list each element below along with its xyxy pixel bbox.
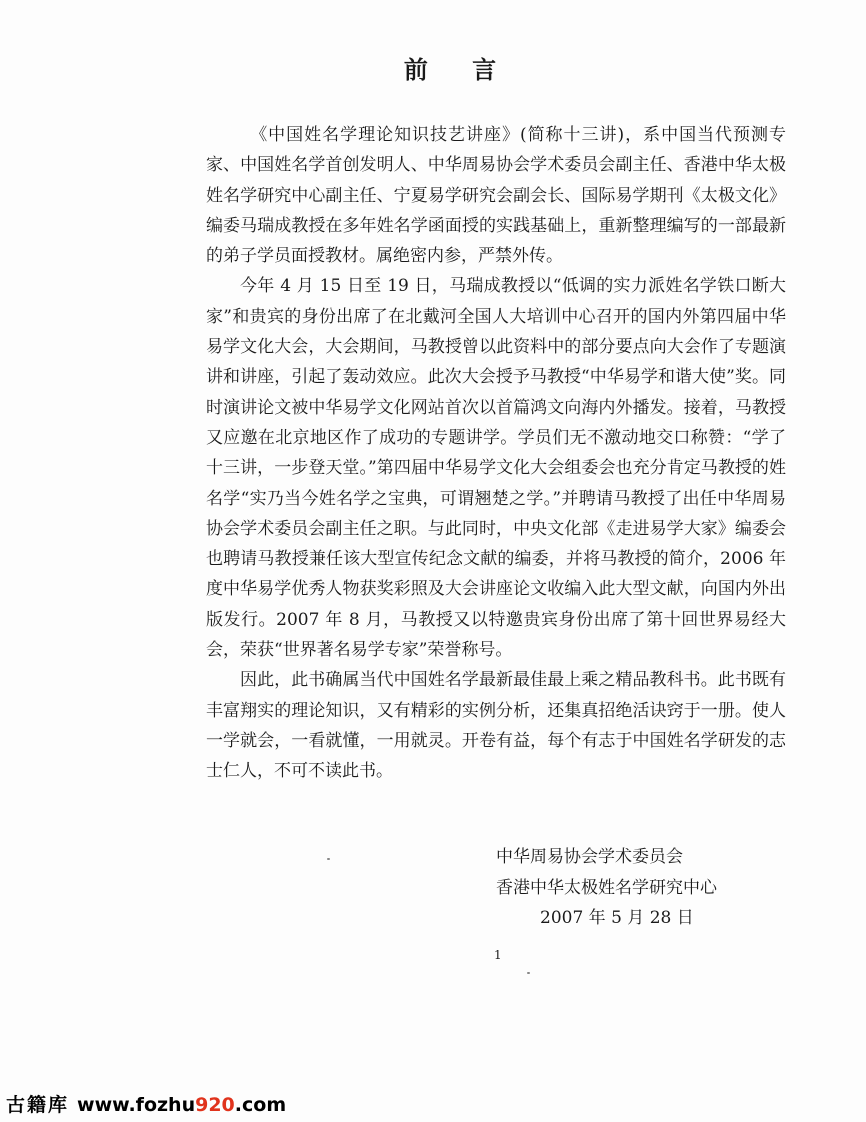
page-title: 前 言 [403,55,515,84]
paragraph-3: 因此，此书确属当代中国姓名学最新最佳最上乘之精品教科书。此书既有丰富翔实的理论知识，又有精彩的实例分析，还集真招绝活诀窍于一册。使人一学就会，一看就懂，一用就灵。开卷有益，每个有志于中国姓名学研发的志士仁人，不可不读此书。 [206,670,786,782]
signature-block [496,842,796,934]
signature-organization-2: 香港中华太极姓名学研究中心 [496,877,717,898]
paragraph-2: 今年 4 月 15 日至 19 日，马瑞成教授以“低调的实力派姓名学铁口断大家”和贵宾的身份出席了在北戴河全国人大培训中心召开的国内外第四届中华易学文化大会，大会期间，马教授曾以此资料中的部分要点向大会作了专题演讲和讲座，引起了轰动效应。此次大会授予马教授“中华易学和谐大使”奖。同时演讲论文被中华易学文化网站首次以首篇鸿文向海内外播发。接着，马教授又应邀在北京地区作了成功的专题讲学。学员们无不激动地交口称赞：“学了十三讲，一步登天堂。”第四届中华易学文化大会组委会也充分肯定马教授的姓名学“实乃当今姓名学之宝典，可谓翘楚之学。”并聘请马教授了出任中华周易协会学术委员会副主任之职。与此同时，中央文化部《走进易学大家》编委会也聘请马教授兼任该大型宣传纪念文献的编委，并将马教授的简介，2006 年度中华易学优秀人物获奖彩照及大会讲座论文收编入此大型文献，向国内外出版发行。2007 年 8 月，马教授又以特邀贵宾身份出席了第十回世界易经大会，荣获“世界著名易学专家”荣誉称号。 [206,276,786,661]
scan-speck [527,972,530,974]
paragraph-1: 《中国姓名学理论知识技艺讲座》(简称十三讲)，系中国当代预测专家、中国姓名学首创发明人、中华周易协会学术委员会副主任、香港中华太极姓名学研究中心副主任、宁夏易学研究会副会长、国际易学期刊《太极文化》编委马瑞成教授在多年姓名学函面授的实践基础上，重新整理编写的一部最新的弟子学员面授教材。属绝密内参，严禁外传。 [206,125,786,267]
watermark-url-number: 920 [195,1094,235,1116]
watermark-url-suffix: .com [234,1094,287,1116]
signature-organization-1: 中华周易协会学术委员会 [496,847,683,867]
scan-speck [327,858,330,860]
page-number: 1 [494,948,502,962]
preface-body [206,120,786,787]
watermark-site-name: 古籍库 [6,1094,70,1116]
site-watermark [6,1090,286,1117]
watermark-url-prefix: www.fozhu [77,1094,196,1116]
signature-date: 2007 年 5 月 28 日 [540,908,694,928]
